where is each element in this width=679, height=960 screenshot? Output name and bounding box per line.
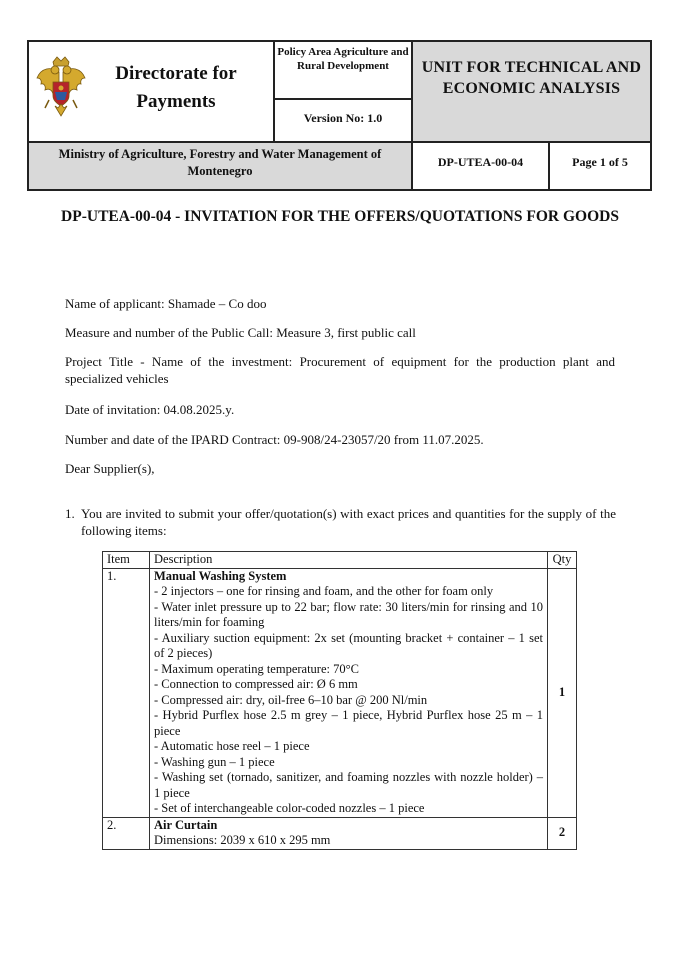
applicant-line: Name of applicant: Shamade – Co doo [65, 296, 267, 311]
spec-line: - Automatic hose reel – 1 piece [154, 739, 310, 753]
spec-line: - Maximum operating temperature: 70°C [154, 661, 359, 676]
spec-line: - Connection to compressed air: Ø 6 mm [154, 677, 358, 691]
header-qty: Qty [548, 552, 577, 569]
directorate-name: Directorate for Payments [115, 63, 237, 112]
table-row [103, 568, 577, 817]
item-number: 2. [103, 817, 150, 849]
items-table [102, 551, 577, 850]
greeting-line: Dear Supplier(s), [65, 461, 155, 476]
item-name: Manual Washing System [154, 568, 287, 583]
spec-line: - Washing set (tornado, sanitizer, and foaming nozzles with nozzle holder) – 1 piece [154, 770, 543, 800]
table-row [103, 817, 577, 849]
spec-line: - Water inlet pressure up to 22 bar; flow rate: 30 liters/min for rinsing and 10 liters/min for foaming [154, 599, 543, 629]
item-number: 1. [103, 568, 150, 817]
instruction-number: 1. [65, 506, 75, 521]
table-header-row [103, 552, 577, 569]
spec-line: - Washing gun – 1 piece [154, 754, 275, 769]
page-number: Page 1 of 5 [572, 155, 628, 169]
spec-line: Dimensions: 2039 x 610 x 295 mm [154, 833, 331, 847]
item-description [150, 568, 548, 817]
version-label: Version No: 1.0 [303, 111, 383, 125]
version-cell [273, 98, 413, 143]
doc-code: DP-UTEA-00-04 [437, 155, 524, 169]
montenegro-coat-of-arms-icon [35, 56, 87, 122]
header-item: Item [103, 552, 150, 569]
item-name: Air Curtain [154, 817, 218, 832]
spec-line: - Hybrid Purflex hose 2.5 m grey – 1 piece, Hybrid Purflex hose 25 m – 1 piece [154, 708, 543, 738]
item-description [150, 817, 548, 849]
document-title: DP-UTEA-00-04 - INVITATION FOR THE OFFERS/QUOTATIONS FOR GOODS [61, 208, 619, 225]
ministry-cell: Ministry of Agriculture, Forestry and Water Management of Montenegro [27, 141, 413, 191]
spec-line: - Set of interchangeable color-coded nozzles – 1 piece [154, 801, 425, 815]
doc-code-cell [411, 141, 550, 191]
project-title-line: Project Title - Name of the investment: Procurement of equipment for the production plant and specialized vehicles [65, 354, 615, 386]
item-qty: 2 [548, 817, 577, 849]
spec-line: - Compressed air: dry, oil-free 6–10 bar @ 200 Nl/min [154, 692, 428, 707]
instruction-text: You are invited to submit your offer/quotation(s) with exact prices and quantities for the supply of the following items: [81, 506, 616, 538]
invitation-date-line: Date of invitation: 04.08.2025.y. [65, 402, 235, 417]
header-description: Description [150, 552, 548, 569]
document-header [27, 40, 652, 191]
contract-line: Number and date of the IPARD Contract: 09-908/24-23057/20 from 11.07.2025. [65, 432, 484, 447]
unit-cell: UNIT FOR TECHNICAL AND ECONOMIC ANALYSIS [411, 40, 652, 143]
spec-line: - Auxiliary suction equipment: 2x set (mounting bracket + container – 1 set of 2 pieces) [154, 630, 543, 660]
measure-line: Measure and number of the Public Call: Measure 3, first public call [65, 325, 416, 340]
spec-line: - 2 injectors – one for rinsing and foam, and the other for foam only [154, 584, 494, 598]
directorate-cell [27, 40, 275, 143]
page-number-cell [548, 141, 652, 191]
policy-area-cell: Policy Area Agriculture and Rural Development [273, 40, 413, 100]
item-qty: 1 [548, 568, 577, 817]
